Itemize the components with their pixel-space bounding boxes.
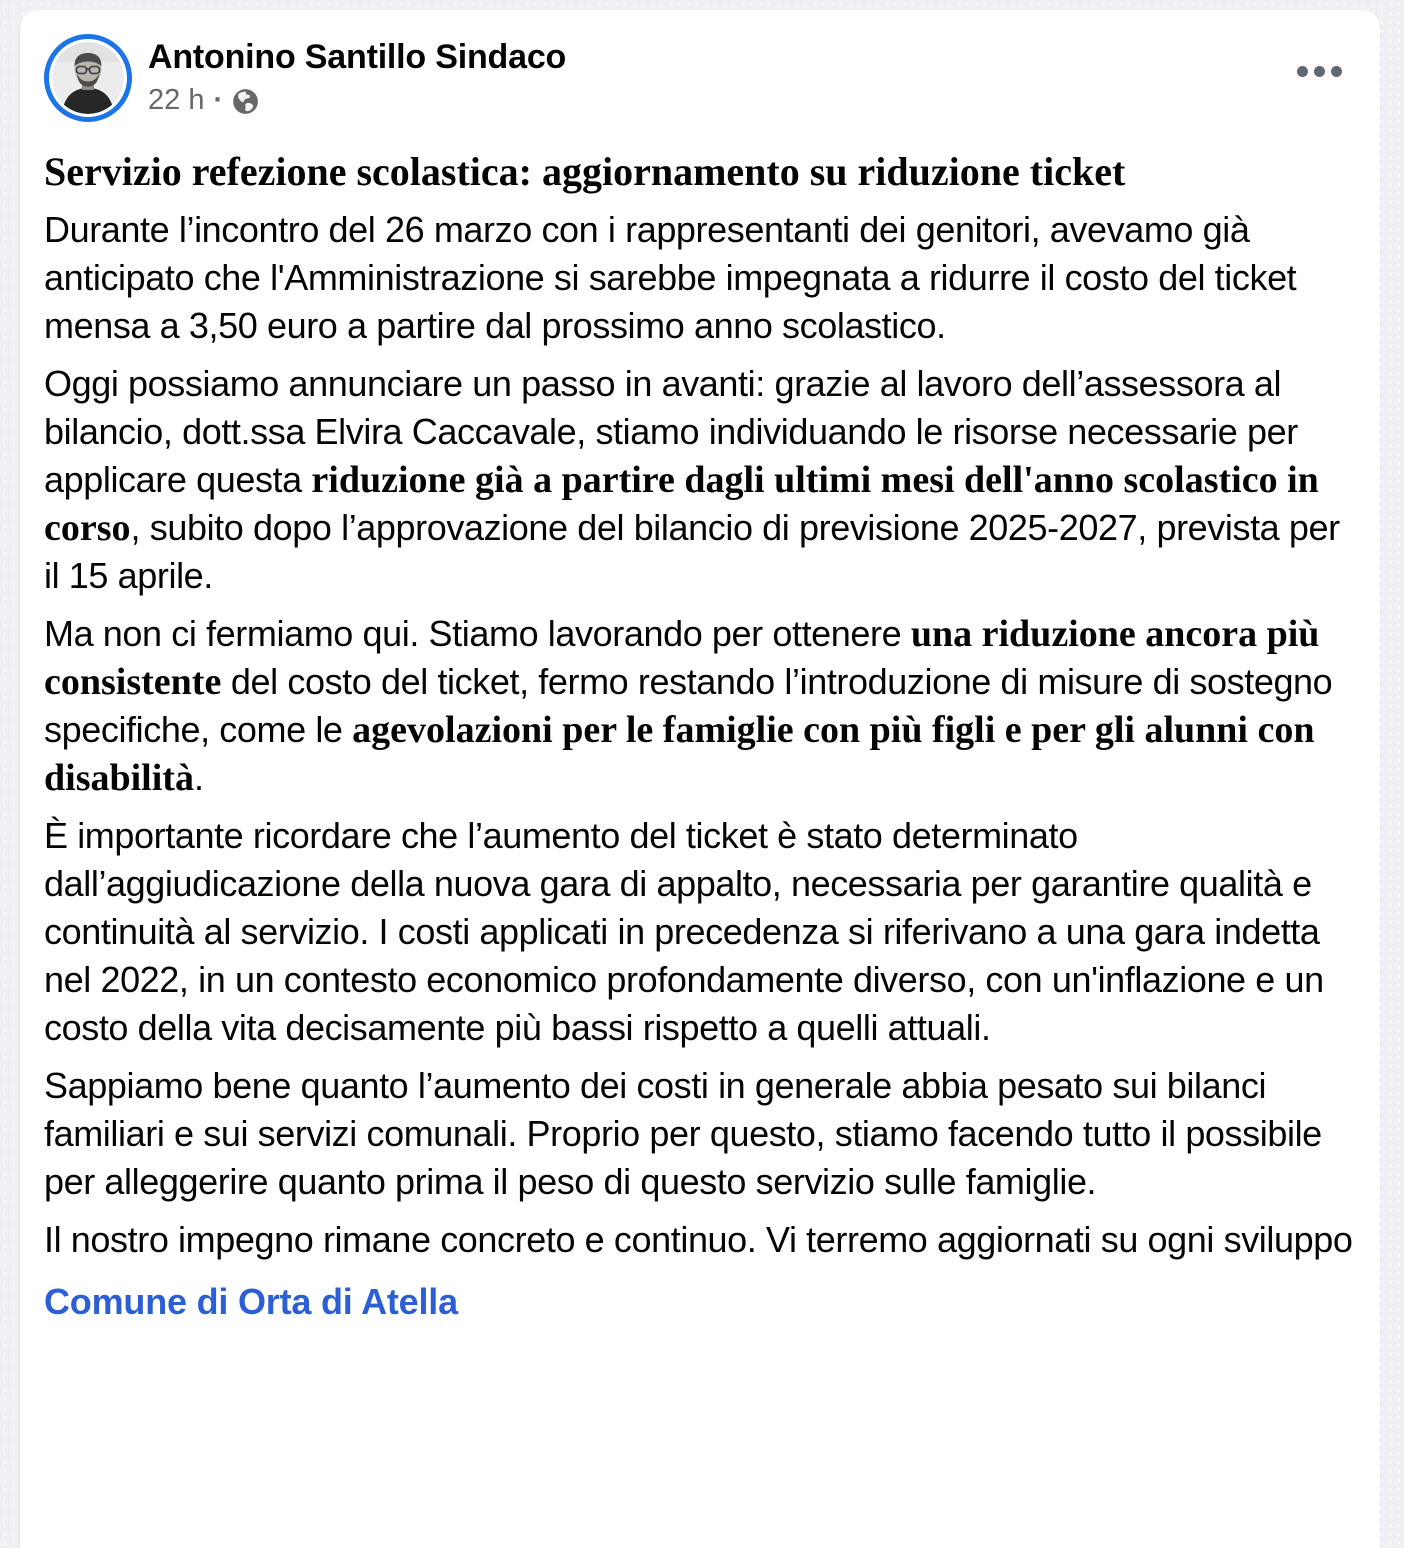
author-block: [148, 36, 566, 117]
post-paragraph: Il nostro impegno rimane concreto e continuo. Vi terremo aggiornati su ogni sviluppo: [44, 1219, 1353, 1260]
timestamp[interactable]: 22 h: [148, 84, 205, 116]
facebook-post-card: [20, 10, 1380, 1548]
avatar-photo: [52, 42, 124, 114]
post-paragraph: Oggi possiamo annunciare un passo in avanti: grazie al lavoro dell’assessora al bilancio, dott.ssa Elvira Caccavale, stiamo individuando le risorse necessarie per applicare questa riduzione già a partire dagli ultimi mesi dell'anno scolastico in corso, subito dopo l’approvazione del bilancio di previsione 2025-2027, prevista per il 15 aprile.: [44, 363, 1340, 596]
globe-public-icon: [232, 88, 259, 115]
post-header: [44, 34, 1356, 122]
post-meta: [148, 83, 566, 117]
post-paragraph: Ma non ci fermiamo qui. Stiamo lavorando per ottenere una riduzione ancora più consistente del costo del ticket, fermo restando l’introduzione di misure di sostegno specifiche, come le agevolazioni per le famiglie con più figli e per gli alunni con disabilità.: [44, 613, 1333, 799]
post-paragraph: È importante ricordare che l’aumento del ticket è stato determinato dall’aggiudicazione della nuova gara di appalto, necessaria per garantire qualità e continuità al servizio. I costi applicati in precedenza si riferivano a una gara indetta nel 2022, in un contesto economico profondamente diverso, con un'inflazione e un costo della vita decisamente più bassi rispetto a quelli attuali.: [44, 815, 1324, 1048]
author-name[interactable]: Antonino Santillo Sindaco: [148, 38, 567, 76]
post-paragraphs: [44, 206, 1356, 1264]
post-paragraph: Durante l’incontro del 26 marzo con i rappresentanti dei genitori, avevamo già anticipato che l'Amministrazione si sarebbe impegnata a ridurre il costo del ticket mensa a 3,50 euro a partire dal prossimo anno scolastico.: [44, 209, 1297, 346]
meta-separator: ·: [213, 84, 224, 116]
post-menu-button[interactable]: [1287, 56, 1352, 87]
page-mention-link[interactable]: Comune di Orta di Atella: [44, 1281, 458, 1322]
avatar[interactable]: [44, 34, 132, 122]
avatar-story-ring: [44, 34, 132, 122]
post-paragraph: Sappiamo bene quanto l’aumento dei costi in generale abbia pesato sui bilanci familiari e sui servizi comunali. Proprio per questo, stiamo facendo tutto il possibile per alleggerire quanto prima il peso di questo servizio sulle famiglie.: [44, 1065, 1322, 1202]
post-text: [44, 148, 1356, 1326]
post-title: Servizio refezione scolastica: aggiornamento su riduzione ticket: [44, 149, 1126, 194]
three-dots-icon: [1297, 66, 1308, 77]
